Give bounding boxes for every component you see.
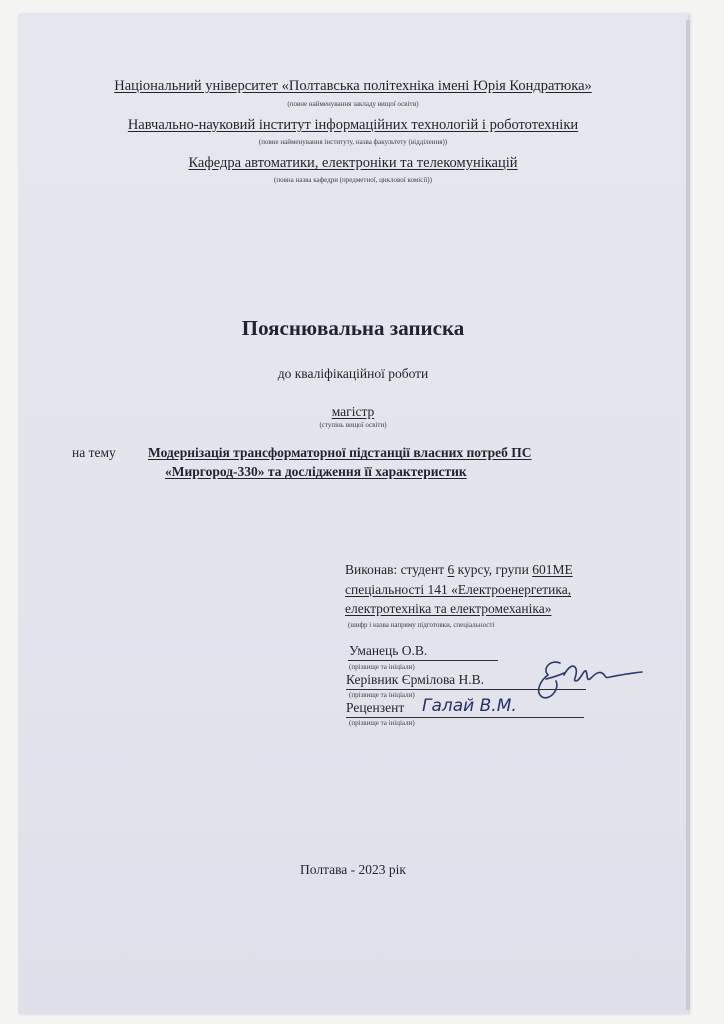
institute-caption: (повне найменування інституту, назва факультету (відділення)) (258, 138, 448, 146)
course-number: 6 (447, 562, 455, 577)
supervisor-text: Керівник Єрмілова Н.В. (346, 672, 485, 687)
degree-caption: (ступінь вищої освіти) (319, 421, 387, 429)
supervisor-signature (520, 645, 645, 705)
specialty-line-1: спеціальності 141 «Електроенергетика, (345, 582, 572, 597)
department-caption: (повна назва кафедри (предметної, циклової комісії)) (274, 176, 432, 184)
university-caption: (повне найменування закладу вищої освіти) (287, 100, 419, 108)
university-name: Національний університет «Полтавська політехніка імені Юрія Кондратюка» (114, 78, 592, 94)
performer-line (345, 562, 573, 578)
reviewer-label: Рецензент (346, 700, 405, 715)
specialty-line-2: електротехніка та електромеханіка» (345, 601, 552, 616)
reviewer-name: Галай В.М. (422, 696, 517, 716)
performer-mid: курсу, групи (457, 562, 529, 577)
group-number: 601МЕ (532, 562, 573, 577)
supervisor-caption: (прізвище та ініціали) (349, 691, 415, 699)
student-caption: (прізвище та ініціали) (349, 663, 415, 671)
reviewer-line (346, 717, 584, 718)
student-line (348, 660, 498, 661)
student-name: Уманець О.В. (349, 643, 428, 658)
city-year: Полтава - 2023 рік (300, 862, 406, 877)
performer-prefix: Виконав: студент (345, 562, 445, 577)
document-subtitle: до кваліфікаційної роботи (277, 366, 429, 381)
degree-value: магістр (331, 404, 375, 419)
topic-line-1: Модернізація трансформаторної підстанції власних потреб ПС (148, 445, 532, 460)
topic-label: на тему (72, 445, 116, 460)
reviewer-caption: (прізвище та ініціали) (349, 719, 415, 727)
institute-name: Навчально-науковий інститут інформаційних технологій і робототехніки (127, 117, 579, 133)
specialty-caption: (шифр і назва напряму підготовки, спеціальності (348, 621, 495, 629)
department-name: Кафедра автоматики, електроніки та телекомунікацій (188, 155, 518, 171)
topic-line-2: «Миргород-330» та дослідження її характеристик (165, 464, 467, 479)
document-title: Пояснювальна записка (241, 316, 465, 340)
